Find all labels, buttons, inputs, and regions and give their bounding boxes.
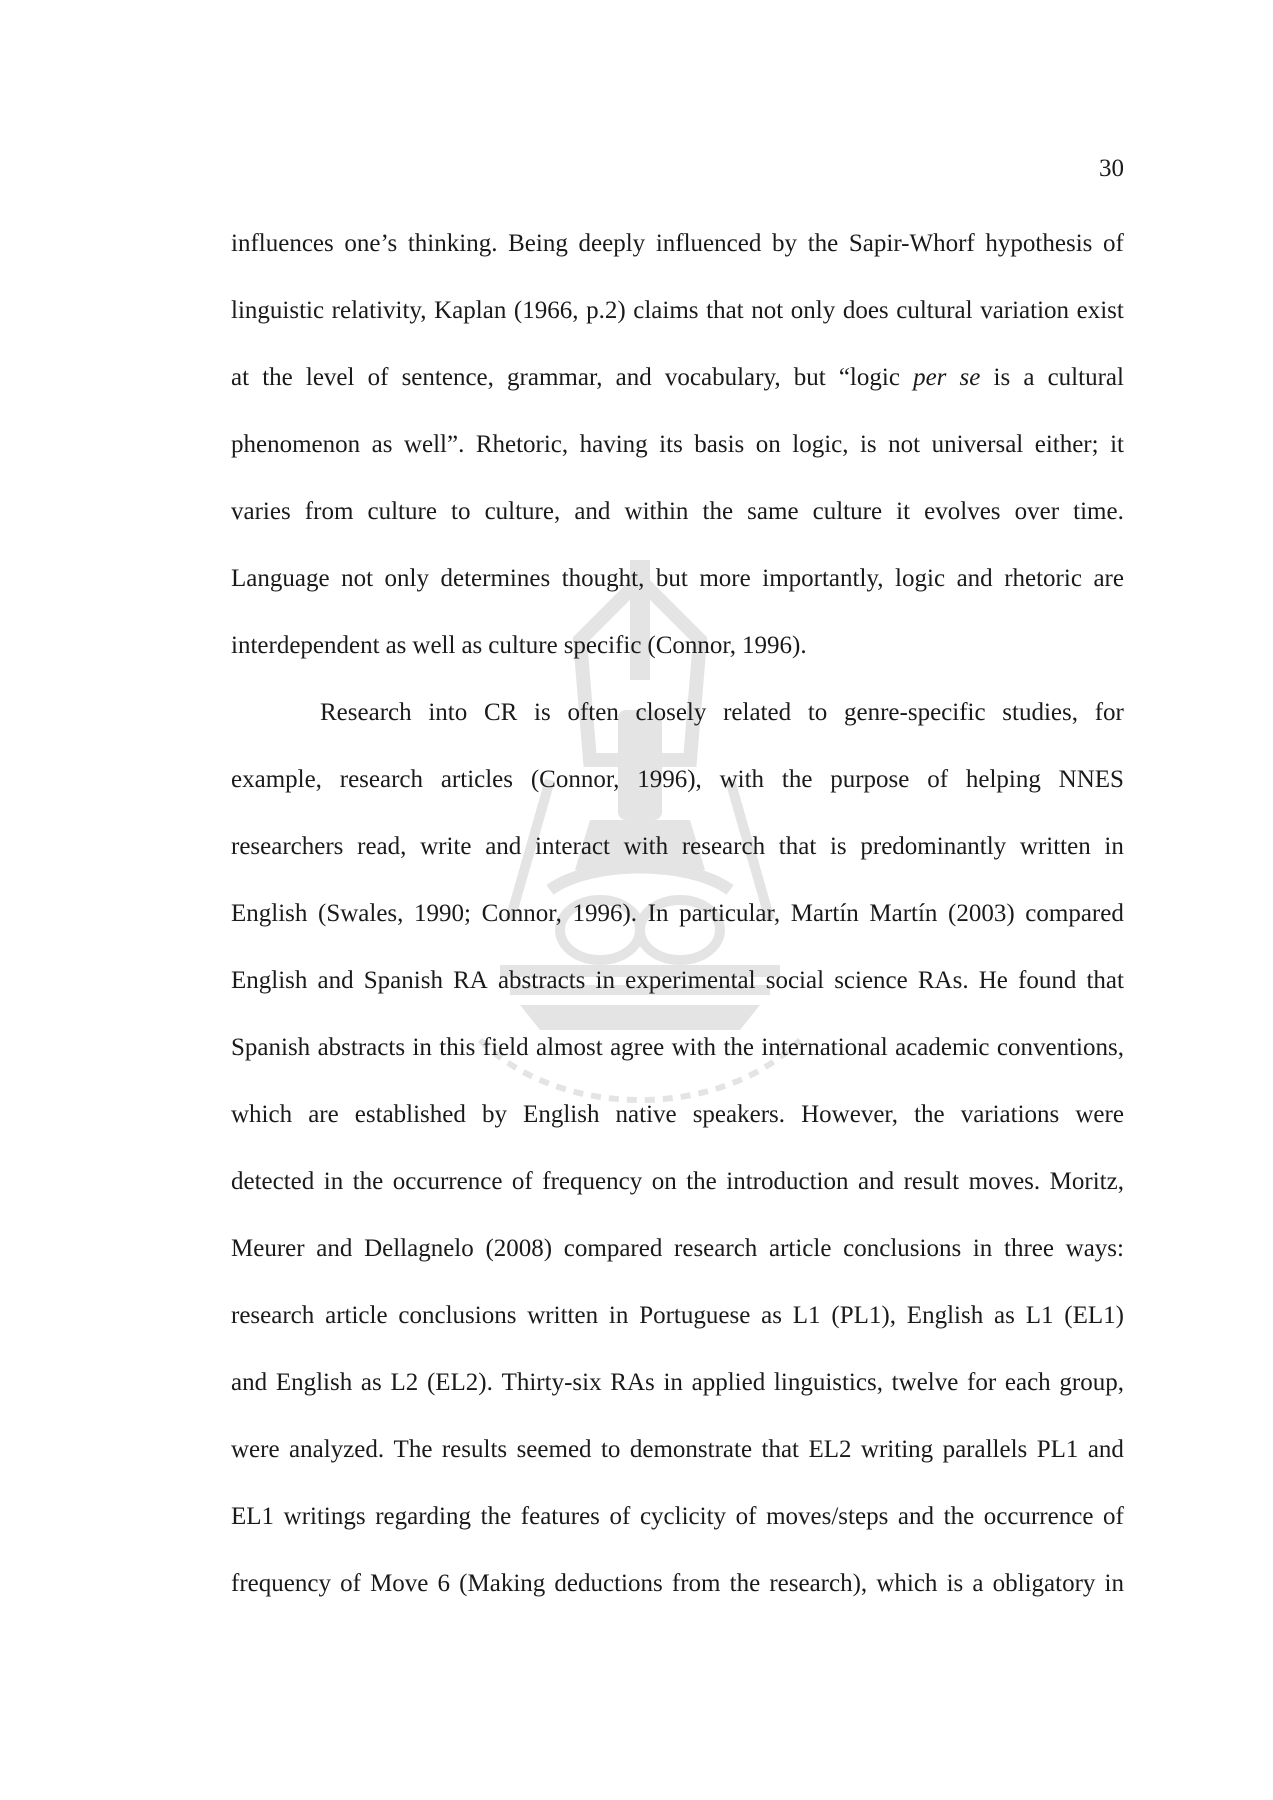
text-line xyxy=(231,832,1124,899)
word: (PL1), xyxy=(831,1302,896,1329)
word: (Making xyxy=(459,1570,546,1597)
word: and xyxy=(1087,1436,1124,1463)
word: the xyxy=(262,364,293,391)
word: often xyxy=(567,699,619,726)
word: from xyxy=(671,1570,721,1597)
word: the xyxy=(729,1570,761,1597)
word: EL2 xyxy=(808,1436,852,1463)
word: obligatory xyxy=(992,1570,1096,1597)
word: in xyxy=(595,967,615,994)
word: of xyxy=(367,364,389,391)
word: interdependent xyxy=(231,632,380,659)
word: that xyxy=(778,833,817,860)
word: se xyxy=(959,364,981,391)
word: ways: xyxy=(1065,1235,1124,1262)
word: to xyxy=(600,1436,621,1463)
text-line xyxy=(231,296,1124,363)
word: (Swales, xyxy=(318,900,404,927)
word: Moritz, xyxy=(1049,1168,1124,1195)
word: Spanish xyxy=(363,967,443,994)
word: the xyxy=(943,1503,975,1530)
text-line xyxy=(231,1502,1124,1569)
word: thinking. xyxy=(407,230,498,257)
word: a xyxy=(1023,364,1035,391)
word: frequency xyxy=(542,1168,643,1195)
word: occurrence xyxy=(392,1168,503,1195)
word: moves/steps xyxy=(766,1503,889,1530)
word: related xyxy=(723,699,792,726)
word: that xyxy=(1086,967,1124,994)
word: in xyxy=(608,1302,629,1329)
text-line xyxy=(231,698,1124,765)
word: same xyxy=(747,498,799,525)
word: The xyxy=(393,1436,433,1463)
word: writings xyxy=(283,1503,366,1530)
word: writing xyxy=(860,1436,934,1463)
word: almost xyxy=(536,1034,603,1061)
word: three xyxy=(1004,1235,1054,1262)
word: its xyxy=(659,431,683,458)
word: this xyxy=(439,1034,476,1061)
word: L2 xyxy=(390,1369,419,1396)
word: of xyxy=(609,1503,631,1530)
word: determines xyxy=(440,565,551,592)
word: p.2) xyxy=(586,297,626,324)
word: English xyxy=(231,900,308,927)
word: cultural xyxy=(896,297,973,324)
word: that xyxy=(761,1436,799,1463)
word: written xyxy=(1019,833,1091,860)
word: by xyxy=(481,1101,507,1128)
word: articles xyxy=(440,766,514,793)
word: specific xyxy=(563,632,642,659)
text-line xyxy=(231,1167,1124,1234)
word: which xyxy=(876,1570,938,1597)
word: (2008) xyxy=(485,1235,553,1262)
word: article xyxy=(325,1302,388,1329)
word: which xyxy=(231,1101,293,1128)
word: are xyxy=(308,1101,339,1128)
word: culture xyxy=(812,498,883,525)
word: He xyxy=(978,967,1008,994)
word: detected xyxy=(231,1168,315,1195)
word: only xyxy=(790,297,836,324)
word: international xyxy=(761,1034,888,1061)
word: purpose xyxy=(830,766,910,793)
word: of xyxy=(1103,1503,1124,1530)
word: variation xyxy=(980,297,1070,324)
word: relativity, xyxy=(331,297,427,324)
word: each xyxy=(1004,1369,1051,1396)
word: in xyxy=(323,1168,344,1195)
word: applied xyxy=(691,1369,766,1396)
word: as xyxy=(385,632,407,659)
word: into xyxy=(428,699,468,726)
text-line xyxy=(231,363,1124,430)
text-line xyxy=(231,1234,1124,1301)
body-text xyxy=(231,229,1124,1636)
word: as xyxy=(994,1302,1015,1329)
word: established xyxy=(354,1101,466,1128)
word: compared xyxy=(563,1235,663,1262)
word: moves. xyxy=(968,1168,1041,1195)
word: (Connor, xyxy=(530,766,620,793)
word: parallels xyxy=(942,1436,1028,1463)
word: English xyxy=(906,1302,984,1329)
word: EL1 xyxy=(231,1503,275,1530)
word: the xyxy=(686,1168,717,1195)
word: not xyxy=(341,565,374,592)
word: evolves xyxy=(924,498,1001,525)
word: Move xyxy=(370,1570,429,1597)
word: twelve xyxy=(891,1369,959,1396)
word: in xyxy=(1104,1570,1124,1597)
word: regarding xyxy=(375,1503,472,1530)
word: conclusions xyxy=(843,1235,962,1262)
word: and xyxy=(956,565,993,592)
word: to xyxy=(807,699,828,726)
word: read, xyxy=(357,833,407,860)
word: as xyxy=(371,431,393,458)
word: (2003) xyxy=(948,900,1015,927)
word: cultural xyxy=(1047,364,1124,391)
word: 1990; xyxy=(414,900,471,927)
word: the xyxy=(781,766,813,793)
word: analyzed. xyxy=(289,1436,385,1463)
word: not xyxy=(888,431,921,458)
word: the xyxy=(914,1101,945,1128)
word: phenomenon xyxy=(231,431,361,458)
word: over xyxy=(1014,498,1060,525)
word: from xyxy=(304,498,354,525)
word: more xyxy=(699,565,751,592)
word: Language xyxy=(231,565,330,592)
word: English xyxy=(231,967,308,994)
word: “logic xyxy=(838,364,900,391)
word: agree xyxy=(610,1034,665,1061)
text-line xyxy=(231,1301,1124,1368)
text-line xyxy=(231,899,1124,966)
word: In xyxy=(647,900,669,927)
word: is xyxy=(829,833,847,860)
word: Kaplan xyxy=(434,297,507,324)
text-line xyxy=(231,1100,1124,1167)
word: the xyxy=(352,1168,384,1195)
text-line xyxy=(231,1435,1124,1502)
word: of xyxy=(927,766,949,793)
word: in xyxy=(972,1235,993,1262)
word: deductions xyxy=(554,1570,663,1597)
text-line xyxy=(231,966,1124,1033)
word: having xyxy=(579,431,648,458)
word: predominantly xyxy=(860,833,1007,860)
word: either; xyxy=(1034,431,1099,458)
word: Martín xyxy=(869,900,938,927)
word: Meurer xyxy=(231,1235,305,1262)
word: it xyxy=(1110,431,1124,458)
word: and xyxy=(574,498,611,525)
word: culture xyxy=(488,632,558,659)
word: culture, xyxy=(484,498,561,525)
word: speakers. xyxy=(692,1101,786,1128)
word: and xyxy=(857,1168,895,1195)
text-line xyxy=(231,1569,1124,1636)
word: L1 xyxy=(792,1302,821,1329)
word: 6 xyxy=(437,1570,451,1597)
word: (1966, xyxy=(513,297,579,324)
word: features xyxy=(520,1503,600,1530)
word: abstracts xyxy=(497,967,586,994)
word: were xyxy=(1075,1101,1124,1128)
word: and xyxy=(231,1369,268,1396)
word: compared xyxy=(1025,900,1124,927)
word: the xyxy=(807,230,839,257)
word: PL1 xyxy=(1036,1436,1079,1463)
word: deeply xyxy=(578,230,646,257)
word: it xyxy=(896,498,911,525)
word: conventions, xyxy=(996,1034,1124,1061)
word: at xyxy=(231,364,250,391)
word: research xyxy=(231,1302,315,1329)
word: influences xyxy=(231,230,334,257)
word: Rhetoric, xyxy=(475,431,569,458)
word: article xyxy=(768,1235,832,1262)
word: logic xyxy=(895,565,946,592)
word: only xyxy=(384,565,429,592)
word: research), xyxy=(769,1570,868,1597)
word: but xyxy=(793,364,826,391)
word: does xyxy=(842,297,889,324)
word: science xyxy=(834,967,908,994)
word: in xyxy=(663,1369,683,1396)
word: (EL1) xyxy=(1064,1302,1124,1329)
word: research xyxy=(674,1235,758,1262)
word: within xyxy=(624,498,689,525)
word: well xyxy=(412,632,456,659)
word: RA xyxy=(453,967,488,994)
word: abstracts xyxy=(317,1034,406,1061)
word: research xyxy=(681,833,766,860)
word: on xyxy=(755,431,781,458)
word: demonstrate xyxy=(629,1436,753,1463)
word: sentence, xyxy=(401,364,494,391)
word: and xyxy=(485,833,522,860)
word: results xyxy=(441,1436,508,1463)
word: 1996). xyxy=(572,900,638,927)
word: research xyxy=(339,766,424,793)
word: write xyxy=(420,833,472,860)
word: importantly, xyxy=(762,565,884,592)
word: of xyxy=(340,1570,361,1597)
word: of xyxy=(511,1168,533,1195)
word: particular, xyxy=(679,900,781,927)
word: Martín xyxy=(790,900,859,927)
word: researchers xyxy=(231,833,344,860)
word: genre-specific xyxy=(844,699,986,726)
word: Research xyxy=(320,699,412,726)
word: linguistics, xyxy=(773,1369,883,1396)
word: (EL2). xyxy=(426,1369,493,1396)
word: as xyxy=(360,1369,382,1396)
word: Sapir-Whorf xyxy=(848,230,975,257)
word: 1996), xyxy=(637,766,702,793)
word: claims xyxy=(633,297,699,324)
word: universal xyxy=(931,431,1024,458)
word: on xyxy=(651,1168,677,1195)
text-line xyxy=(231,1033,1124,1100)
word: that xyxy=(706,297,744,324)
word: exist xyxy=(1076,297,1124,324)
word: rhetoric xyxy=(1004,565,1082,592)
word: are xyxy=(1093,565,1124,592)
word: as xyxy=(761,1302,782,1329)
word: with xyxy=(671,1034,717,1061)
text-line xyxy=(231,430,1124,497)
word: closely xyxy=(635,699,707,726)
word: Thirty-six xyxy=(501,1369,602,1396)
word: 1996). xyxy=(742,632,807,659)
word: is xyxy=(993,364,1011,391)
word: result xyxy=(903,1168,960,1195)
word: with xyxy=(623,833,669,860)
word: English xyxy=(523,1101,600,1128)
text-line xyxy=(231,564,1124,631)
word: the xyxy=(702,498,734,525)
word: vocabulary, xyxy=(664,364,781,391)
page-number: 30 xyxy=(1099,155,1124,182)
word: as xyxy=(461,632,483,659)
word: were xyxy=(231,1436,280,1463)
word: variations xyxy=(960,1101,1060,1128)
word: helping xyxy=(965,766,1041,793)
word: the xyxy=(480,1503,512,1530)
word: example, xyxy=(231,766,322,793)
word: level xyxy=(305,364,355,391)
word: time. xyxy=(1073,498,1124,525)
word: group, xyxy=(1059,1369,1124,1396)
text-line xyxy=(231,1368,1124,1435)
word: CR xyxy=(483,699,518,726)
text-line xyxy=(231,765,1124,832)
text-line xyxy=(231,631,1124,698)
word: native xyxy=(615,1101,677,1128)
word: is xyxy=(534,699,551,726)
word: occurrence xyxy=(983,1503,1094,1530)
word: RAs. xyxy=(917,967,969,994)
word: and xyxy=(316,1235,353,1262)
word: for xyxy=(1094,699,1124,726)
word: a xyxy=(972,1570,984,1597)
word: and xyxy=(615,364,652,391)
word: studies, xyxy=(1002,699,1078,726)
word: frequency xyxy=(231,1570,331,1597)
word: found xyxy=(1018,967,1077,994)
word: with xyxy=(719,766,765,793)
word: is xyxy=(859,431,877,458)
word: written xyxy=(527,1302,599,1329)
word: English xyxy=(275,1369,353,1396)
word: basis xyxy=(694,431,745,458)
word: logic, xyxy=(792,431,849,458)
word: per xyxy=(913,364,947,391)
word: NNES xyxy=(1058,766,1124,793)
word: interact xyxy=(535,833,610,860)
word: by xyxy=(772,230,798,257)
word: thought, xyxy=(561,565,645,592)
word: culture xyxy=(367,498,437,525)
word: and xyxy=(897,1503,935,1530)
word: of xyxy=(1103,230,1124,257)
word: However, xyxy=(801,1101,898,1128)
word: influenced xyxy=(655,230,762,257)
word: Dellagnelo xyxy=(364,1235,474,1262)
text-line xyxy=(231,229,1124,296)
word: not xyxy=(751,297,784,324)
word: Spanish xyxy=(231,1034,311,1061)
word: is xyxy=(946,1570,964,1597)
word: RAs xyxy=(610,1369,655,1396)
word: hypothesis xyxy=(985,230,1093,257)
word: L1 xyxy=(1025,1302,1054,1329)
word: Portuguese xyxy=(639,1302,751,1329)
text-line xyxy=(231,497,1124,564)
word: academic xyxy=(895,1034,990,1061)
word: experimental xyxy=(625,967,756,994)
word: Being xyxy=(508,230,568,257)
word: seemed xyxy=(516,1436,592,1463)
word: conclusions xyxy=(398,1302,517,1329)
word: the xyxy=(723,1034,754,1061)
word: Connor, xyxy=(481,900,562,927)
word: well”. xyxy=(403,431,465,458)
word: for xyxy=(967,1369,997,1396)
word: varies xyxy=(231,498,291,525)
word: cyclicity xyxy=(639,1503,727,1530)
word: in xyxy=(412,1034,432,1061)
word: grammar, xyxy=(507,364,603,391)
word: of xyxy=(735,1503,757,1530)
word: and xyxy=(317,967,354,994)
word: one’s xyxy=(344,230,398,257)
word: in xyxy=(1104,833,1124,860)
word: but xyxy=(655,565,688,592)
word: social xyxy=(765,967,825,994)
word: (Connor, xyxy=(647,632,736,659)
word: to xyxy=(451,498,471,525)
word: field xyxy=(482,1034,529,1061)
word: introduction xyxy=(726,1168,849,1195)
word: linguistic xyxy=(231,297,325,324)
